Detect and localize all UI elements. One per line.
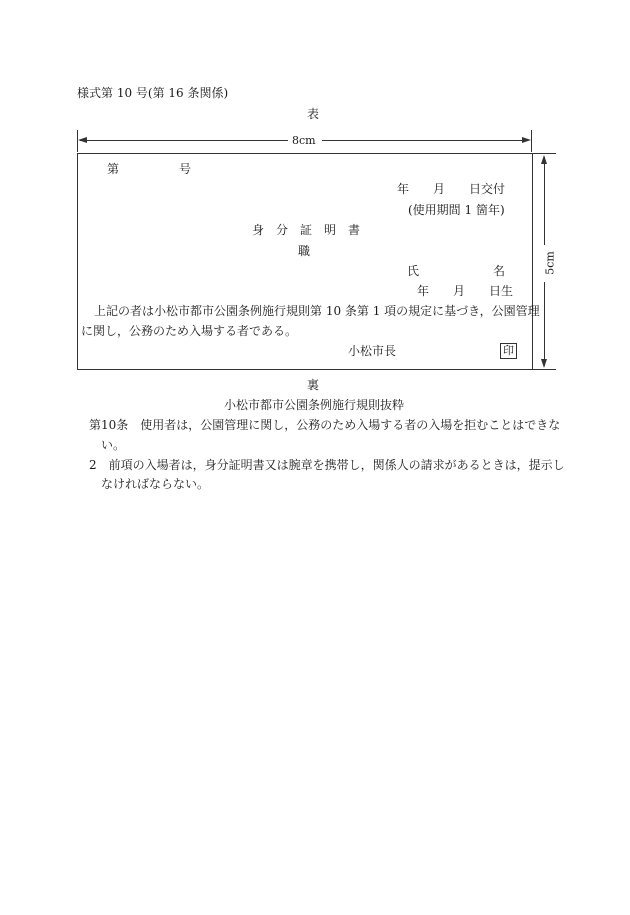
width-dimension-label: 8cm	[292, 134, 316, 147]
issuer-label: 小松市長	[348, 344, 397, 358]
form-number-label: 様式第 10 号(第 16 条関係)	[77, 86, 229, 100]
issue-date: 年 月 日交付	[397, 182, 506, 196]
back-title: 小松市都市公園条例施行規則抜粋	[224, 398, 405, 412]
card-number-suffix: 号	[179, 162, 192, 176]
back-side-label: 裏	[307, 378, 320, 392]
card-title: 身 分 証 明 書	[252, 223, 361, 237]
id-card	[77, 153, 540, 370]
position-label: 職	[298, 244, 311, 258]
name-label-left: 氏	[407, 264, 420, 278]
article-10-line-1: 第10条 使用者は，公園管理に関し，公務のため入場する者の入場を拒むことはできな	[89, 418, 561, 432]
seal-mark: 印	[500, 343, 517, 359]
paragraph-2-line-1: 2 前項の入場者は，身分証明書又は腕章を携帯し，関係人の請求があるときは，提示し	[89, 458, 565, 472]
article-10-line-2: い。	[101, 438, 126, 452]
card-number-prefix: 第	[107, 162, 120, 176]
validity-period: (使用期間 1 箇年)	[408, 203, 505, 217]
card-body-line-2: に関し，公務のため入場する者である。	[81, 324, 298, 338]
paragraph-2-line-2: なければならない。	[101, 477, 210, 491]
front-side-label: 表	[307, 107, 320, 121]
birth-date: 年 月 日生	[417, 284, 514, 298]
height-dimension-label: 5cm	[543, 251, 557, 275]
name-label-right: 名	[493, 264, 506, 278]
card-body-line-1: 上記の者は小松市都市公園条例施行規則第 10 条第 1 項の規定に基づき，公園管理	[94, 304, 540, 318]
